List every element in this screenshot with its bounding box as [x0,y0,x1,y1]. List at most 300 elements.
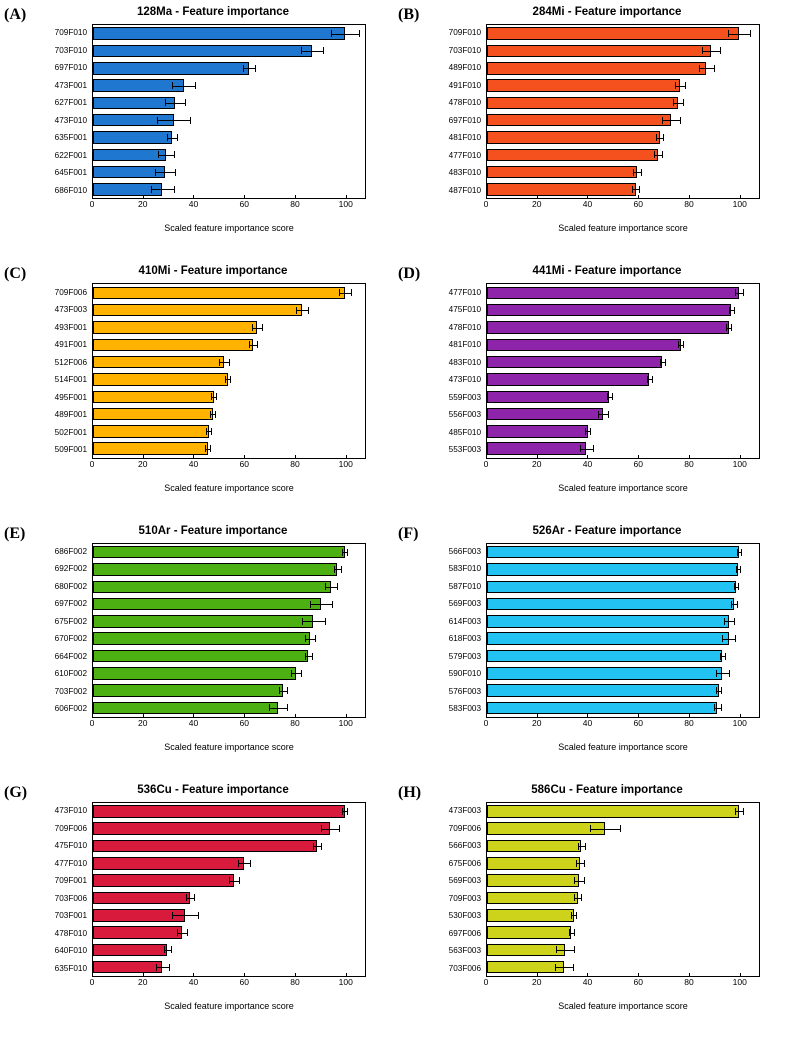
error-bar-cap [576,912,577,919]
error-bar-cap [574,946,575,953]
y-tick-label: 478F010 [54,928,87,938]
bar-row [487,667,759,679]
error-bar [279,691,287,692]
error-bar-cap [743,289,744,296]
error-bar-cap [750,30,751,37]
error-bar-cap [211,428,212,435]
bar-row [487,97,759,109]
bar-row [487,909,759,921]
error-bar-cap [216,393,217,400]
y-tick-label: 473F010 [448,375,481,385]
error-bar-cap [585,843,586,850]
y-tick-label: 489F010 [448,63,481,73]
y-tick-label: 675F002 [54,616,87,626]
bar [93,615,313,627]
x-axis-label: Scaled feature importance score [164,1001,294,1011]
bar [93,944,167,956]
bar [487,598,734,610]
x-tick-label: 20 [532,458,542,469]
x-tick-label: 40 [582,199,593,210]
error-bar-cap [301,47,302,54]
bar [93,391,214,403]
y-tick-label: 692F002 [54,564,87,574]
error-bar-cap [574,929,575,936]
axes-box [92,24,366,199]
error-bar [656,138,664,139]
y-tick-label: 478F010 [448,322,481,332]
bar [93,131,172,143]
error-bar-cap [656,134,657,141]
error-bar-cap [308,307,309,314]
y-tick-label: 680F002 [54,581,87,591]
bar-row [487,926,759,938]
error-bar-cap [205,445,206,452]
error-bar [632,189,640,190]
bar [93,563,337,575]
bar [487,944,565,956]
error-bar-cap [738,583,739,590]
error-bar [702,51,720,52]
bar [93,702,278,714]
bar-row [487,287,759,299]
bar-row [93,149,365,161]
error-bar-cap [647,376,648,383]
bar-row [93,408,365,420]
x-tick-label: 80 [684,717,694,728]
bar [93,598,321,610]
error-bar-cap [680,117,681,124]
y-tick-label: 579F003 [448,651,481,661]
bar-row [487,598,759,610]
error-bar [699,68,714,69]
error-bar-cap [665,359,666,366]
error-bar-cap [608,411,609,418]
bar [93,546,345,558]
y-tick-label: 703F010 [54,45,87,55]
bar [93,667,296,679]
error-bar-cap [342,808,343,815]
bar [487,581,736,593]
y-tick-label: 635F010 [54,963,87,973]
y-tick-label: 709F003 [448,893,481,903]
error-bar-cap [584,877,585,884]
x-tick-label: 100 [338,458,353,469]
error-bar-cap [574,877,575,884]
bar-row [487,62,759,74]
y-tick-label: 583F003 [448,704,481,714]
chart-panel [394,519,788,778]
error-bar-cap [167,134,168,141]
y-tick-label: 569F003 [448,599,481,609]
error-bar-cap [736,566,737,573]
bar [93,632,310,644]
bar-row [487,183,759,195]
error-bar-cap [172,912,173,919]
x-tick-label: 80 [290,199,300,210]
bar [487,650,722,662]
axes-box [92,543,366,718]
error-bar-cap [323,47,324,54]
error-bar-cap [720,653,721,660]
y-tick-label: 481F010 [448,133,481,143]
bar-row [487,615,759,627]
x-tick-label: 100 [338,717,353,728]
panel-letter: (B) [398,6,420,23]
error-bar-cap [716,670,717,677]
bar [487,45,711,57]
error-bar-cap [210,445,211,452]
error-bar-cap [573,964,574,971]
error-bar [574,881,584,882]
bar [487,62,706,74]
error-bar-cap [721,687,722,694]
bar [487,667,722,679]
y-tick-label: 495F001 [54,392,87,402]
bar-row [487,874,759,886]
y-axis-labels [434,283,484,458]
y-tick-label: 697F006 [448,928,481,938]
error-bar [313,846,321,847]
y-tick-label: 709F006 [54,823,87,833]
error-bar-cap [714,704,715,711]
panel-letter: (D) [398,265,421,283]
error-bar-cap [186,894,187,901]
error-bar-cap [612,393,613,400]
bar [93,408,213,420]
error-bar-cap [590,825,591,832]
x-tick-label: 0 [483,977,489,987]
error-bar-cap [673,99,674,106]
error-bar-cap [174,151,175,158]
bar [487,79,680,91]
x-tick-label: 20 [532,977,542,987]
chart-title: 586Cu - Feature importance [531,783,683,796]
x-axis-tick-labels [483,199,760,213]
bar-row [487,166,759,178]
error-bar-cap [157,117,158,124]
error-bar-cap [662,117,663,124]
bar [487,857,580,869]
bar-row [93,840,365,852]
bar-row [487,857,759,869]
error-bar-cap [225,376,226,383]
error-bar [155,172,175,173]
error-bar-cap [571,912,572,919]
y-tick-label: 686F002 [54,546,87,556]
y-tick-label: 485F010 [448,427,481,437]
bar-row [93,131,365,143]
error-bar-cap [332,601,333,608]
bar-row [487,944,759,956]
x-tick-label: 20 [138,717,148,728]
x-axis-tick-labels [483,458,760,473]
error-bar-cap [238,860,239,867]
error-bar [728,34,751,35]
chart-panel [394,0,788,259]
y-tick-label: 709F001 [54,876,87,886]
x-tick-label: 60 [633,458,643,469]
error-bar [331,34,359,35]
error-bar-cap [593,445,594,452]
error-bar-cap [699,65,700,72]
x-tick-label: 40 [188,199,199,210]
x-axis-label: Scaled feature importance score [164,223,294,234]
error-bar-cap [735,808,736,815]
bar [487,632,729,644]
error-bar-cap [174,186,175,193]
plot-area [434,283,778,493]
error-bar-cap [206,428,207,435]
error-bar-cap [347,808,348,815]
error-bar-cap [734,583,735,590]
error-bar [243,68,256,69]
bar-row [93,339,365,351]
x-tick-label: 20 [532,199,542,210]
bar-row [93,632,365,644]
x-axis-tick-labels [483,977,760,991]
error-bar-cap [321,825,322,832]
error-bar-cap [210,411,211,418]
bar-series [93,803,365,976]
error-bar-cap [662,151,663,158]
error-bar-cap [301,670,302,677]
x-axis-label: Scaled feature importance score [558,482,688,493]
error-bar-cap [151,186,152,193]
error-bar-cap [726,324,727,331]
bar [93,857,244,869]
bar [487,442,586,454]
error-bar [325,587,338,588]
bar-row [487,702,759,714]
y-tick-label: 686F010 [54,185,87,195]
y-tick-label: 697F002 [54,599,87,609]
y-tick-label: 675F006 [448,858,481,868]
error-bar-cap [287,687,288,694]
bar-row [93,442,365,454]
bar-series [487,544,759,717]
x-tick-label: 60 [239,199,249,210]
bar-series [93,25,365,198]
error-bar [157,120,190,121]
bar-row [487,408,759,420]
error-bar [167,138,177,139]
error-bar [165,103,185,104]
error-bar [662,120,680,121]
chart-title: 128Ma - Feature importance [136,6,290,18]
x-tick-label: 0 [89,977,95,987]
axes-box [486,543,760,718]
bar-row [93,667,365,679]
error-bar-cap [737,601,738,608]
error-bar-cap [731,324,732,331]
bar [93,62,249,74]
chart-title: 284Mi - Feature importance [532,6,682,18]
error-bar-cap [351,289,352,296]
error-bar [724,621,734,622]
plot-area [40,802,384,1011]
error-bar-cap [194,894,195,901]
y-tick-label: 610F002 [54,669,87,679]
x-axis-label: Scaled feature importance score [164,482,294,493]
x-tick-label: 100 [732,199,747,210]
error-bar-cap [334,566,335,573]
bar [487,183,636,195]
bar-row [487,356,759,368]
error-bar-cap [734,618,735,625]
error-bar-cap [716,687,717,694]
y-tick-label: 697F010 [54,63,87,73]
error-bar [158,155,173,156]
error-bar-cap [590,428,591,435]
error-bar-cap [215,411,216,418]
error-bar-cap [164,946,165,953]
bar [487,408,603,420]
error-bar [291,673,301,674]
bar-row [487,131,759,143]
y-tick-label: 697F010 [448,115,481,125]
x-tick-label: 80 [290,458,300,469]
error-bar-cap [211,393,212,400]
error-bar-cap [315,635,316,642]
x-tick-label: 40 [582,977,593,987]
bar-row [487,79,759,91]
error-bar-cap [302,618,303,625]
error-bar [716,673,729,674]
error-bar [578,846,586,847]
x-tick-label: 60 [239,977,249,987]
y-tick-label: 563F003 [448,946,481,956]
y-tick-label: 566F003 [448,546,481,556]
bar [93,442,208,454]
error-bar-cap [741,549,742,556]
bar [487,131,660,143]
bar-row [93,563,365,575]
bar [93,339,253,351]
bar [487,874,579,886]
error-bar-cap [339,825,340,832]
bar-row [487,581,759,593]
error-bar [722,639,735,640]
error-bar-cap [722,635,723,642]
bar-row [93,926,365,938]
axes-box [92,802,366,977]
error-bar-cap [359,30,360,37]
bar-row [93,183,365,195]
plot-area [40,543,384,752]
plot-area [40,283,384,493]
error-bar [301,51,324,52]
error-bar [598,414,608,415]
error-bar-cap [291,670,292,677]
y-tick-label: 473F010 [54,115,87,125]
x-axis-label: Scaled feature importance score [558,741,688,752]
error-bar-cap [185,99,186,106]
error-bar-cap [728,30,729,37]
bar-row [93,581,365,593]
error-bar-cap [725,653,726,660]
error-bar-cap [585,428,586,435]
bar-row [93,425,365,437]
error-bar-cap [729,307,730,314]
bar-row [93,598,365,610]
error-bar-cap [155,169,156,176]
y-tick-label: 487F010 [448,185,481,195]
x-tick-label: 0 [89,717,95,728]
error-bar-cap [654,151,655,158]
error-bar-cap [683,341,684,348]
error-bar-cap [172,82,173,89]
error-bar [249,345,257,346]
y-tick-label: 709F006 [54,287,87,297]
error-bar-cap [296,307,297,314]
y-tick-label: 566F003 [448,841,481,851]
y-tick-label: 530F003 [448,911,481,921]
y-tick-label: 569F003 [448,876,481,886]
error-bar [219,362,229,363]
error-bar [172,86,195,87]
x-tick-label: 100 [732,717,747,728]
error-bar-cap [171,946,172,953]
bar-row [93,287,365,299]
error-bar-cap [620,825,621,832]
x-tick-label: 60 [633,977,643,987]
error-bar-cap [639,186,640,193]
error-bar-cap [675,82,676,89]
error-bar-cap [735,289,736,296]
error-bar-cap [279,687,280,694]
y-tick-label: 502F001 [54,427,87,437]
error-bar-cap [341,566,342,573]
bar-row [93,391,365,403]
bar [93,909,185,921]
bar-row [93,79,365,91]
error-bar-cap [578,843,579,850]
error-bar [305,656,313,657]
error-bar-cap [252,324,253,331]
error-bar-cap [652,376,653,383]
bar [487,615,729,627]
x-tick-label: 0 [483,199,489,210]
y-tick-label: 477F010 [54,858,87,868]
error-bar-cap [243,65,244,72]
error-bar-cap [195,82,196,89]
y-tick-label: 473F003 [448,806,481,815]
bar [93,45,312,57]
bar [93,805,345,817]
error-bar [269,708,287,709]
x-tick-label: 100 [732,458,747,469]
error-bar-cap [190,117,191,124]
x-tick-label: 80 [684,977,694,987]
y-tick-label: 709F010 [448,28,481,38]
error-bar-cap [743,808,744,815]
chart-title: 510Ar - Feature importance [138,524,288,537]
bar-row [487,304,759,316]
error-bar-cap [632,186,633,193]
bar [487,373,649,385]
error-bar-cap [325,618,326,625]
x-axis-tick-labels [89,199,366,213]
error-bar-cap [581,894,582,901]
x-tick-label: 0 [89,458,95,469]
error-bar-cap [721,704,722,711]
error-bar [172,915,197,916]
bar [487,840,581,852]
x-axis-label: Scaled feature importance score [164,741,294,752]
x-tick-label: 100 [732,977,747,987]
error-bar-cap [257,341,258,348]
error-bar-cap [729,670,730,677]
